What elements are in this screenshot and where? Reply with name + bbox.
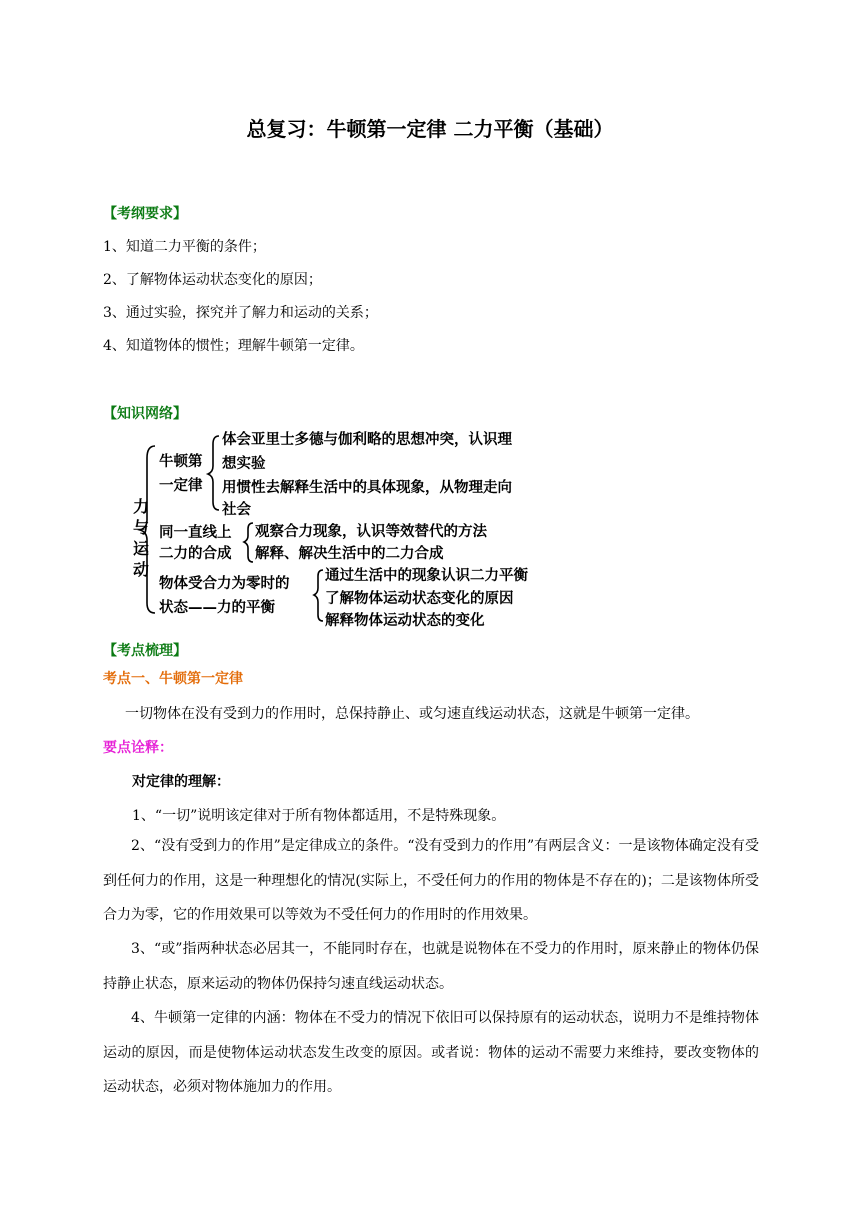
branch3-leaf: 通过生活中的现象认识二力平衡 (325, 568, 528, 584)
section-heading-network: 【知识网络】 (103, 406, 187, 422)
branch3-label: 状态——力的平衡 (159, 600, 275, 616)
branch3-leaf: 了解物体运动状态变化的原因 (325, 591, 514, 607)
branch2-label: 二力的合成 (159, 546, 232, 562)
branch2-leaf: 解释、解决生活中的二力合成 (255, 546, 444, 562)
branch1-label: 牛顿第 (159, 454, 203, 470)
branch1-leaf: 用惯性去解释生活中的具体现象，从物理走向 (222, 480, 512, 496)
branch1-leaf: 体会亚里士多德与伽利略的思想冲突，认识理 (222, 432, 512, 448)
branch3-bracket (314, 570, 323, 621)
understanding-title: 对定律的理解： (132, 774, 230, 790)
branch2-label: 同一直线上 (159, 525, 232, 541)
branch3-leaf: 解释物体运动状态的变化 (325, 613, 485, 629)
section-heading-requirements: 【考纲要求】 (103, 206, 187, 222)
page-title: 总复习：牛顿第一定律 二力平衡（基础） (246, 117, 614, 141)
point1-title: 考点一、牛顿第一定律 (103, 671, 243, 687)
explanation-paragraph: 1、“一切”说明该定律对于所有物体都适用，不是特殊现象。 (132, 808, 506, 824)
explanation-paragraph: 4、牛顿第一定律的内涵：物体在不受力的情况下依旧可以保持原有的运动状态，说明力不是维持物体运动的原因，而是使物体运动状态发生改变的原因。或者说：物体的运动不需要力来维持，要改变物体的运动状态，必须对物体施加力的作用。 (103, 1010, 759, 1095)
explanation-paragraph: 3、“或”指两种状态必居其一，不能同时存在，也就是说物体在不受力的作用时，原来静止的物体仍保持静止状态，原来运动的物体仍保持匀速直线运动状态。 (103, 941, 759, 992)
branch1-leaf: 社会 (222, 502, 251, 518)
notes-title: 要点诠释： (103, 740, 173, 756)
requirement-item: 3、通过实验，探究并了解力和运动的关系； (103, 305, 378, 321)
network-root: 力与运动 (132, 497, 149, 579)
knowledge-network-diagram (125, 428, 565, 634)
requirement-item: 1、知道二力平衡的条件； (103, 239, 266, 255)
explanation-paragraph: 2、“没有受到力的作用”是定律成立的条件。“没有受到力的作用”有两层含义：一是该物体确定没有受到任何力的作用，这是一种理想化的情况(实际上，不受任何力的作用的物体是不存在的)；二是该物体所受合力为零，它的作用效果可以等效为不受任何力的作用时的作用效果。 (103, 838, 759, 923)
branch1-label: 一定律 (159, 478, 203, 494)
point1-text: 一切物体在没有受到力的作用时，总保持静止、或匀速直线运动状态，这就是牛顿第一定律。 (125, 706, 699, 722)
branch1-bracket (208, 436, 219, 510)
branch2-bracket (244, 523, 253, 562)
requirement-item: 4、知道物体的惯性；理解牛顿第一定律。 (103, 338, 364, 354)
section-heading-points: 【考点梳理】 (103, 643, 187, 659)
branch1-leaf: 想实验 (222, 456, 266, 472)
requirement-item: 2、了解物体运动状态变化的原因； (103, 272, 322, 288)
branch2-leaf: 观察合力现象，认识等效替代的方法 (255, 524, 487, 540)
branch3-label: 物体受合力为零时的 (159, 576, 290, 592)
